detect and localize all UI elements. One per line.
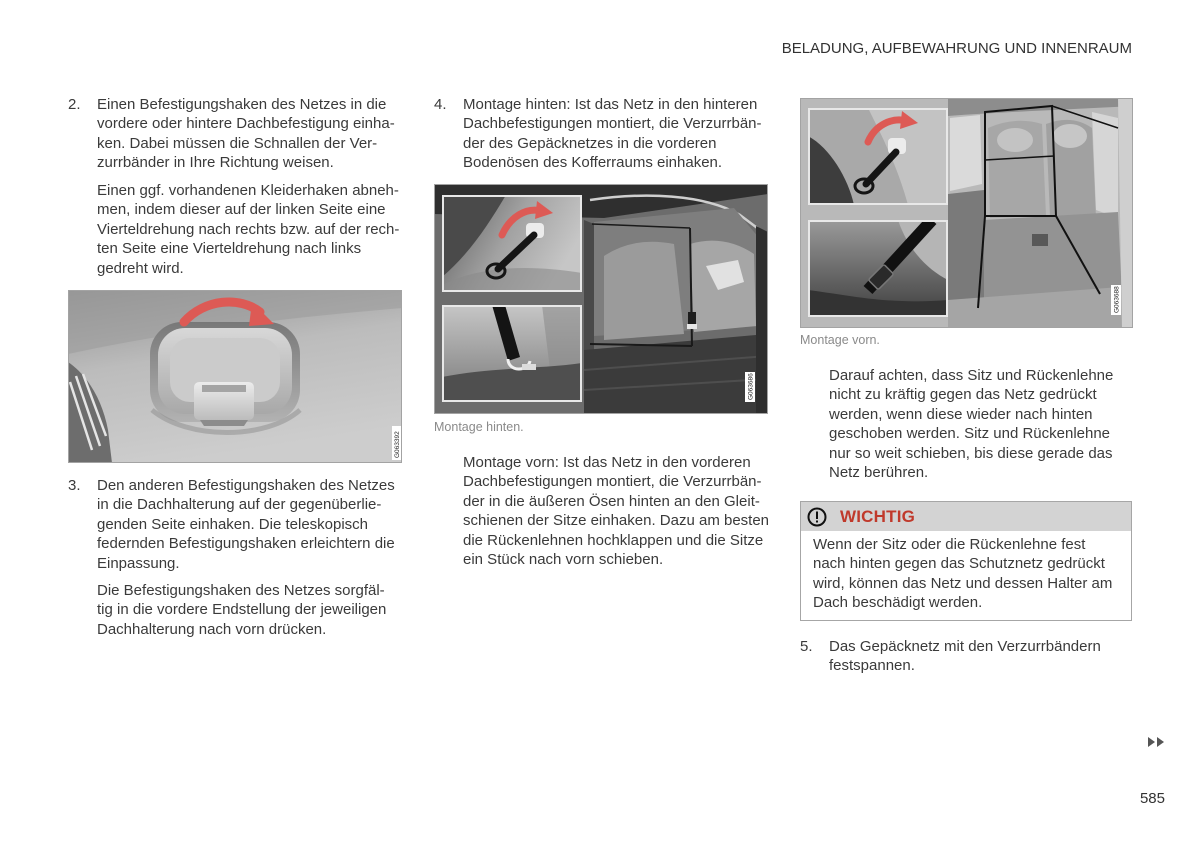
step-5 bbox=[800, 637, 1101, 676]
figure-code: G063686 bbox=[747, 373, 755, 400]
text-line: Dachhalterung nach vorn drücken. bbox=[97, 620, 327, 638]
figure-caption: Montage vorn. bbox=[800, 333, 880, 347]
clothes-hook bbox=[194, 382, 254, 426]
step-3 bbox=[68, 476, 395, 573]
section-title: BELADUNG, AUFBEWAHRUNG UND INNENRAUM bbox=[781, 40, 1132, 57]
figure-code: G063392 bbox=[394, 431, 401, 458]
text-line: men, indem dieser auf der linken Seite eine bbox=[97, 201, 386, 219]
step-text bbox=[97, 95, 395, 173]
text-line: Dach beschädigt werden. bbox=[813, 594, 983, 612]
text-line: in die Dachhalterung auf der gegenüberlie- bbox=[97, 496, 382, 514]
text-line: zurrbänder in Ihre Richtung weisen. bbox=[97, 154, 334, 172]
page-number: 585 bbox=[1139, 790, 1165, 807]
important-title: WICHTIG bbox=[840, 507, 916, 526]
press-hook-note bbox=[97, 581, 386, 639]
front-mounting-note bbox=[463, 453, 769, 570]
step-number: 5. bbox=[800, 638, 813, 655]
text-line: Dachbefestigungen montiert, die Verzurrbän- bbox=[463, 473, 762, 491]
important-notice bbox=[800, 501, 1132, 621]
text-line: vordere oder hintere Dachbefestigung einha- bbox=[97, 115, 395, 133]
text-line: Netz berühren. bbox=[829, 464, 929, 482]
seat-caution-note bbox=[829, 366, 1113, 483]
text-line: Wenn der Sitz oder die Rückenlehne fest bbox=[813, 536, 1086, 553]
step-number: 3. bbox=[68, 477, 81, 494]
text-line: Montage hinten: Ist das Netz in den hinteren bbox=[463, 96, 758, 113]
text-line: genden Seite einhaken. Die teleskopisch bbox=[97, 515, 369, 533]
text-line: ten Seite eine Vierteldrehung nach links bbox=[97, 240, 362, 258]
figure-rear-mounting bbox=[434, 184, 768, 414]
text-line: Das Gepäcknetz mit den Verzurrbändern bbox=[829, 638, 1101, 655]
text-line: Dachbefestigungen montiert, die Verzurrbän- bbox=[463, 115, 762, 133]
step-text bbox=[463, 95, 762, 173]
floor-eyelet bbox=[522, 364, 536, 370]
inset-hook-detail bbox=[442, 195, 582, 292]
text-line: Einen Befestigungshaken des Netzes in die bbox=[97, 96, 387, 113]
text-line: Den anderen Befestigungshaken des Netzes bbox=[97, 477, 395, 494]
step-number: 2. bbox=[68, 96, 81, 113]
text-line: tig in die vordere Endstellung der jeweiligen bbox=[97, 601, 387, 619]
coat-hook-note bbox=[97, 181, 399, 278]
text-line: Montage vorn: Ist das Netz in den vorderen bbox=[463, 454, 751, 471]
text-line: federnden Befestigungshaken erleichtern die bbox=[97, 535, 395, 553]
text-line: Einen ggf. vorhandenen Kleiderhaken abneh- bbox=[97, 182, 399, 199]
double-triangle-right-icon bbox=[1147, 736, 1166, 748]
front-mounting-photo bbox=[800, 98, 1133, 328]
important-header bbox=[801, 502, 1131, 531]
step-text bbox=[97, 476, 395, 573]
text-line: nur so weit schieben, bis diese gerade das bbox=[829, 444, 1113, 462]
text-line: die Rückenlehnen hochklappen und die Sitze bbox=[463, 531, 764, 549]
step-number: 4. bbox=[434, 96, 447, 113]
figure-roof-hook bbox=[68, 290, 402, 463]
text-line: gedreht wird. bbox=[97, 259, 184, 277]
text-line: Darauf achten, dass Sitz und Rückenlehne bbox=[829, 367, 1114, 384]
text-line: schienen der Sitze einhaken. Dazu am besten bbox=[463, 512, 770, 530]
text-line: der des Gepäcknetzes in die vorderen bbox=[463, 134, 717, 152]
text-line: wird, können das Netz und dessen Halter am bbox=[813, 574, 1113, 592]
roof-hook-photo bbox=[68, 290, 402, 463]
text-line: ken. Dabei müssen die Schnallen der Ver- bbox=[97, 134, 378, 152]
text-line: nicht zu kräftig gegen das Netz gedrückt bbox=[829, 386, 1097, 404]
figure-code: G063688 bbox=[1113, 286, 1121, 313]
text-line: Die Befestigungshaken des Netzes sorgfäl- bbox=[97, 582, 385, 599]
inset-seat-rail-detail bbox=[808, 220, 948, 317]
figure-front-mounting bbox=[800, 98, 1133, 328]
step-4 bbox=[434, 95, 762, 173]
important-text bbox=[813, 535, 1112, 613]
text-line: der in die äußeren Ösen hinten an den Gleit- bbox=[463, 492, 760, 510]
text-line: festspannen. bbox=[829, 657, 915, 675]
text-line: ein Stück nach vorn schieben. bbox=[463, 551, 664, 569]
rear-mounting-photo bbox=[434, 184, 768, 414]
figure-caption: Montage hinten. bbox=[434, 420, 524, 434]
text-line: Einpassung. bbox=[97, 554, 180, 572]
text-line: nach hinten gegen das Schutznetz gedrückt bbox=[813, 555, 1105, 573]
step-2 bbox=[68, 95, 395, 173]
inset-hook-detail bbox=[808, 108, 948, 205]
text-line: geschoben werden. Sitz und Rückenlehne bbox=[829, 425, 1111, 443]
text-line: Bodenösen des Kofferraums einhaken. bbox=[463, 154, 723, 172]
text-line: Vierteldrehung nach rechts bzw. auf der rech- bbox=[97, 220, 400, 238]
step-text bbox=[829, 637, 1101, 676]
text-line: werden, wenn diese wieder nach hinten bbox=[829, 405, 1093, 423]
exclamation-circle-icon bbox=[806, 506, 828, 528]
inset-floor-eyelet-detail bbox=[442, 305, 582, 402]
